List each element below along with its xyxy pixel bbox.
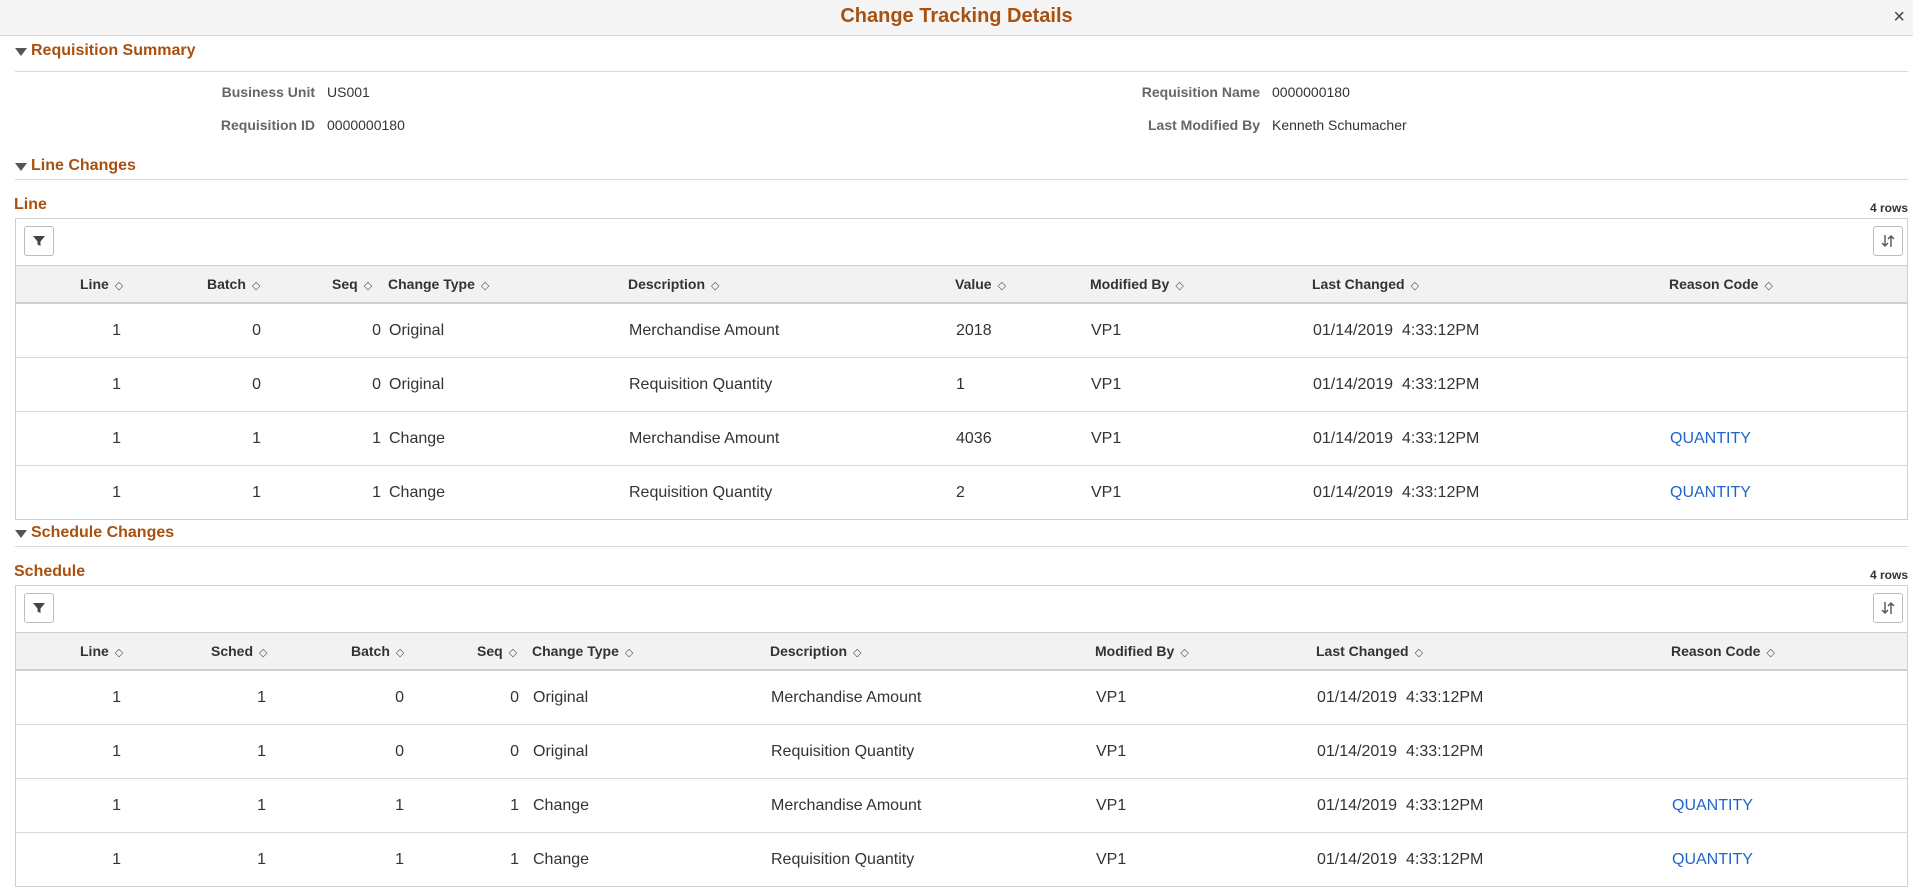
sort-icon: ◇ <box>508 647 518 659</box>
cell-batch: 0 <box>395 689 404 706</box>
table-row <box>16 833 1907 886</box>
col-header-label: Value <box>955 276 992 292</box>
col-header-last-changed[interactable] <box>1316 633 1423 669</box>
cell-description: Merchandise Amount <box>771 689 922 706</box>
col-header-last-changed[interactable] <box>1312 266 1419 302</box>
col-header-modified-by[interactable] <box>1095 633 1189 669</box>
cell-modified-by: VP1 <box>1091 430 1122 447</box>
last-modified-by-value: Kenneth Schumacher <box>1272 117 1407 133</box>
collapse-triangle-icon <box>15 530 27 538</box>
sort-icon: ◇ <box>395 647 405 659</box>
cell-sched: 1 <box>257 743 266 760</box>
filter-button[interactable] <box>24 593 54 623</box>
col-header-label: Change Type <box>532 643 619 659</box>
cell-seq: 0 <box>372 376 381 393</box>
cell-last-changed: 01/14/2019 4:33:12PM <box>1317 797 1484 814</box>
cell-modified-by: VP1 <box>1096 851 1127 868</box>
col-header-label: Line <box>80 276 109 292</box>
cell-line: 1 <box>112 376 121 393</box>
line-row-count: 4 rows <box>1869 201 1908 215</box>
last-modified-by-label: Last Modified By <box>1147 117 1260 133</box>
col-header-label: Last Changed <box>1316 643 1409 659</box>
col-header-label: Seq <box>332 276 358 292</box>
cell-batch: 0 <box>252 376 261 393</box>
requisition-id-value: 0000000180 <box>327 117 405 133</box>
grid-toolbar <box>16 586 1907 633</box>
cell-batch: 1 <box>252 430 261 447</box>
cell-sched: 1 <box>257 797 266 814</box>
sort-icon: ◇ <box>259 647 268 659</box>
table-row <box>16 304 1907 358</box>
schedule-grid <box>15 585 1908 887</box>
cell-value: 1 <box>956 376 965 393</box>
grid-toolbar <box>16 219 1907 266</box>
schedule-grid-title: Schedule <box>14 563 86 580</box>
table-row <box>16 412 1907 466</box>
requisition-summary-heading: Requisition Summary <box>31 42 196 59</box>
cell-last-changed: 01/14/2019 4:33:12PM <box>1313 322 1480 339</box>
table-row <box>16 725 1907 779</box>
col-header-label: Reason Code <box>1669 276 1759 292</box>
requisition-id-label: Requisition ID <box>220 117 315 133</box>
reason-code-link[interactable]: QUANTITY <box>1670 484 1751 501</box>
cell-line: 1 <box>112 322 121 339</box>
sort-icon: ◇ <box>114 647 124 659</box>
col-header-label: Line <box>80 643 109 659</box>
cell-change-type: Original <box>533 689 589 706</box>
cell-line: 1 <box>112 689 121 706</box>
cell-sched: 1 <box>257 689 266 706</box>
cell-last-changed: 01/14/2019 4:33:12PM <box>1313 376 1480 393</box>
cell-last-changed: 01/14/2019 4:33:12PM <box>1317 851 1484 868</box>
line-changes-toggle[interactable] <box>15 154 136 178</box>
schedule-changes-toggle[interactable] <box>15 521 174 545</box>
col-header-description[interactable] <box>770 633 861 669</box>
cell-batch: 1 <box>395 851 404 868</box>
cell-last-changed: 01/14/2019 4:33:12PM <box>1313 430 1480 447</box>
cell-batch: 0 <box>252 322 261 339</box>
cell-line: 1 <box>112 851 121 868</box>
dialog-title: Change Tracking Details <box>840 5 1073 27</box>
cell-change-type: Change <box>389 484 446 501</box>
col-header-label: Batch <box>207 276 246 292</box>
col-header-line[interactable] <box>80 266 123 302</box>
close-icon[interactable]: × <box>1893 6 1905 28</box>
sort-icon: ◇ <box>624 647 634 659</box>
schedule-grid-header <box>16 633 1907 671</box>
cell-description: Requisition Quantity <box>771 851 915 868</box>
col-header-batch[interactable] <box>207 266 260 302</box>
sort-icon: ◇ <box>853 647 862 659</box>
cell-description: Requisition Quantity <box>629 376 773 393</box>
reason-code-link[interactable]: QUANTITY <box>1672 797 1753 814</box>
cell-seq: 1 <box>372 430 381 447</box>
cell-modified-by: VP1 <box>1091 484 1122 501</box>
cell-seq: 0 <box>510 689 519 706</box>
sort-icon: ◇ <box>1175 280 1184 292</box>
cell-last-changed: 01/14/2019 4:33:12PM <box>1317 689 1484 706</box>
collapse-triangle-icon <box>15 163 27 171</box>
sort-toggle-button[interactable] <box>1873 226 1903 256</box>
col-header-line[interactable] <box>80 633 123 669</box>
dialog-titlebar <box>0 0 1913 36</box>
col-header-label: Batch <box>351 643 390 659</box>
sort-icon: ◇ <box>1414 647 1424 659</box>
schedule-grid-body <box>16 671 1907 886</box>
table-row <box>16 466 1907 519</box>
col-header-sched[interactable] <box>211 633 267 669</box>
line-grid <box>15 218 1908 520</box>
col-header-label: Modified By <box>1095 643 1175 659</box>
cell-modified-by: VP1 <box>1096 743 1127 760</box>
business-unit-label: Business Unit <box>221 84 315 100</box>
line-grid-header <box>16 266 1907 304</box>
col-header-change-type[interactable] <box>388 266 489 302</box>
col-header-label: Seq <box>477 643 503 659</box>
cell-last-changed: 01/14/2019 4:33:12PM <box>1317 743 1484 760</box>
cell-change-type: Change <box>533 851 590 868</box>
cell-modified-by: VP1 <box>1091 376 1122 393</box>
cell-value: 4036 <box>956 430 992 447</box>
cell-line: 1 <box>112 743 121 760</box>
sort-icon: ◇ <box>1410 280 1420 292</box>
col-header-reason-code[interactable] <box>1671 633 1775 669</box>
cell-batch: 1 <box>395 797 404 814</box>
cell-modified-by: VP1 <box>1096 689 1127 706</box>
sort-icon: ◇ <box>251 280 261 292</box>
col-header-label: Description <box>770 643 848 659</box>
cell-sched: 1 <box>257 851 266 868</box>
requisition-name-label: Requisition Name <box>1141 84 1260 100</box>
cell-batch: 0 <box>395 743 404 760</box>
line-grid-body <box>16 304 1907 519</box>
col-header-label: Sched <box>211 643 254 659</box>
cell-change-type: Change <box>389 430 446 447</box>
reason-code-link[interactable]: QUANTITY <box>1670 430 1751 447</box>
sort-icon: ◇ <box>114 280 124 292</box>
requisition-name-value: 0000000180 <box>1272 84 1350 100</box>
cell-line: 1 <box>112 430 121 447</box>
cell-modified-by: VP1 <box>1091 322 1122 339</box>
filter-button[interactable] <box>24 226 54 256</box>
col-header-batch[interactable] <box>351 633 404 669</box>
cell-line: 1 <box>112 797 121 814</box>
cell-batch: 1 <box>252 484 261 501</box>
cell-change-type: Change <box>533 797 590 814</box>
schedule-changes-heading: Schedule Changes <box>31 524 175 541</box>
sort-icon: ◇ <box>1180 647 1189 659</box>
col-header-label: Change Type <box>388 276 475 292</box>
cell-line: 1 <box>112 484 121 501</box>
cell-last-changed: 01/14/2019 4:33:12PM <box>1313 484 1480 501</box>
business-unit-value: US001 <box>327 84 370 100</box>
col-header-label: Reason Code <box>1671 643 1761 659</box>
reason-code-link[interactable]: QUANTITY <box>1672 851 1753 868</box>
cell-description: Merchandise Amount <box>771 797 922 814</box>
cell-seq: 1 <box>372 484 381 501</box>
cell-change-type: Original <box>389 376 445 393</box>
cell-description: Merchandise Amount <box>629 322 780 339</box>
schedule-row-count: 4 rows <box>1869 568 1908 582</box>
collapse-triangle-icon <box>15 48 27 56</box>
col-header-value[interactable] <box>955 266 1006 302</box>
cell-value: 2018 <box>956 322 992 339</box>
cell-change-type: Original <box>533 743 589 760</box>
sort-icon: ◇ <box>997 280 1007 292</box>
table-row <box>16 671 1907 725</box>
cell-modified-by: VP1 <box>1096 797 1127 814</box>
col-header-reason-code[interactable] <box>1669 266 1773 302</box>
cell-seq: 1 <box>510 851 519 868</box>
cell-seq: 0 <box>510 743 519 760</box>
table-row <box>16 779 1907 833</box>
sort-icon: ◇ <box>1764 280 1773 292</box>
col-header-modified-by[interactable] <box>1090 266 1184 302</box>
line-grid-title: Line <box>14 196 47 213</box>
cell-seq: 0 <box>372 322 381 339</box>
filter-icon <box>32 234 46 248</box>
line-changes-heading: Line Changes <box>31 157 136 174</box>
divider <box>15 71 1908 72</box>
requisition-summary-toggle[interactable] <box>15 39 195 63</box>
sort-icon: ◇ <box>363 280 373 292</box>
divider <box>15 179 1908 180</box>
sort-toggle-button[interactable] <box>1873 593 1903 623</box>
cell-seq: 1 <box>510 797 519 814</box>
col-header-seq[interactable] <box>332 266 372 302</box>
col-header-change-type[interactable] <box>532 633 633 669</box>
cell-description: Requisition Quantity <box>771 743 915 760</box>
sort-icon: ◇ <box>711 280 720 292</box>
col-header-label: Modified By <box>1090 276 1170 292</box>
col-header-description[interactable] <box>628 266 719 302</box>
cell-description: Merchandise Amount <box>629 430 780 447</box>
divider <box>15 546 1908 547</box>
cell-description: Requisition Quantity <box>629 484 773 501</box>
col-header-seq[interactable] <box>477 633 517 669</box>
col-header-label: Description <box>628 276 706 292</box>
sort-icon: ◇ <box>480 280 490 292</box>
sort-toggle-icon <box>1880 233 1896 249</box>
sort-toggle-icon <box>1880 600 1896 616</box>
sort-icon: ◇ <box>1766 647 1775 659</box>
filter-icon <box>32 601 46 615</box>
cell-value: 2 <box>956 484 965 501</box>
table-row <box>16 358 1907 412</box>
col-header-label: Last Changed <box>1312 276 1405 292</box>
cell-change-type: Original <box>389 322 445 339</box>
